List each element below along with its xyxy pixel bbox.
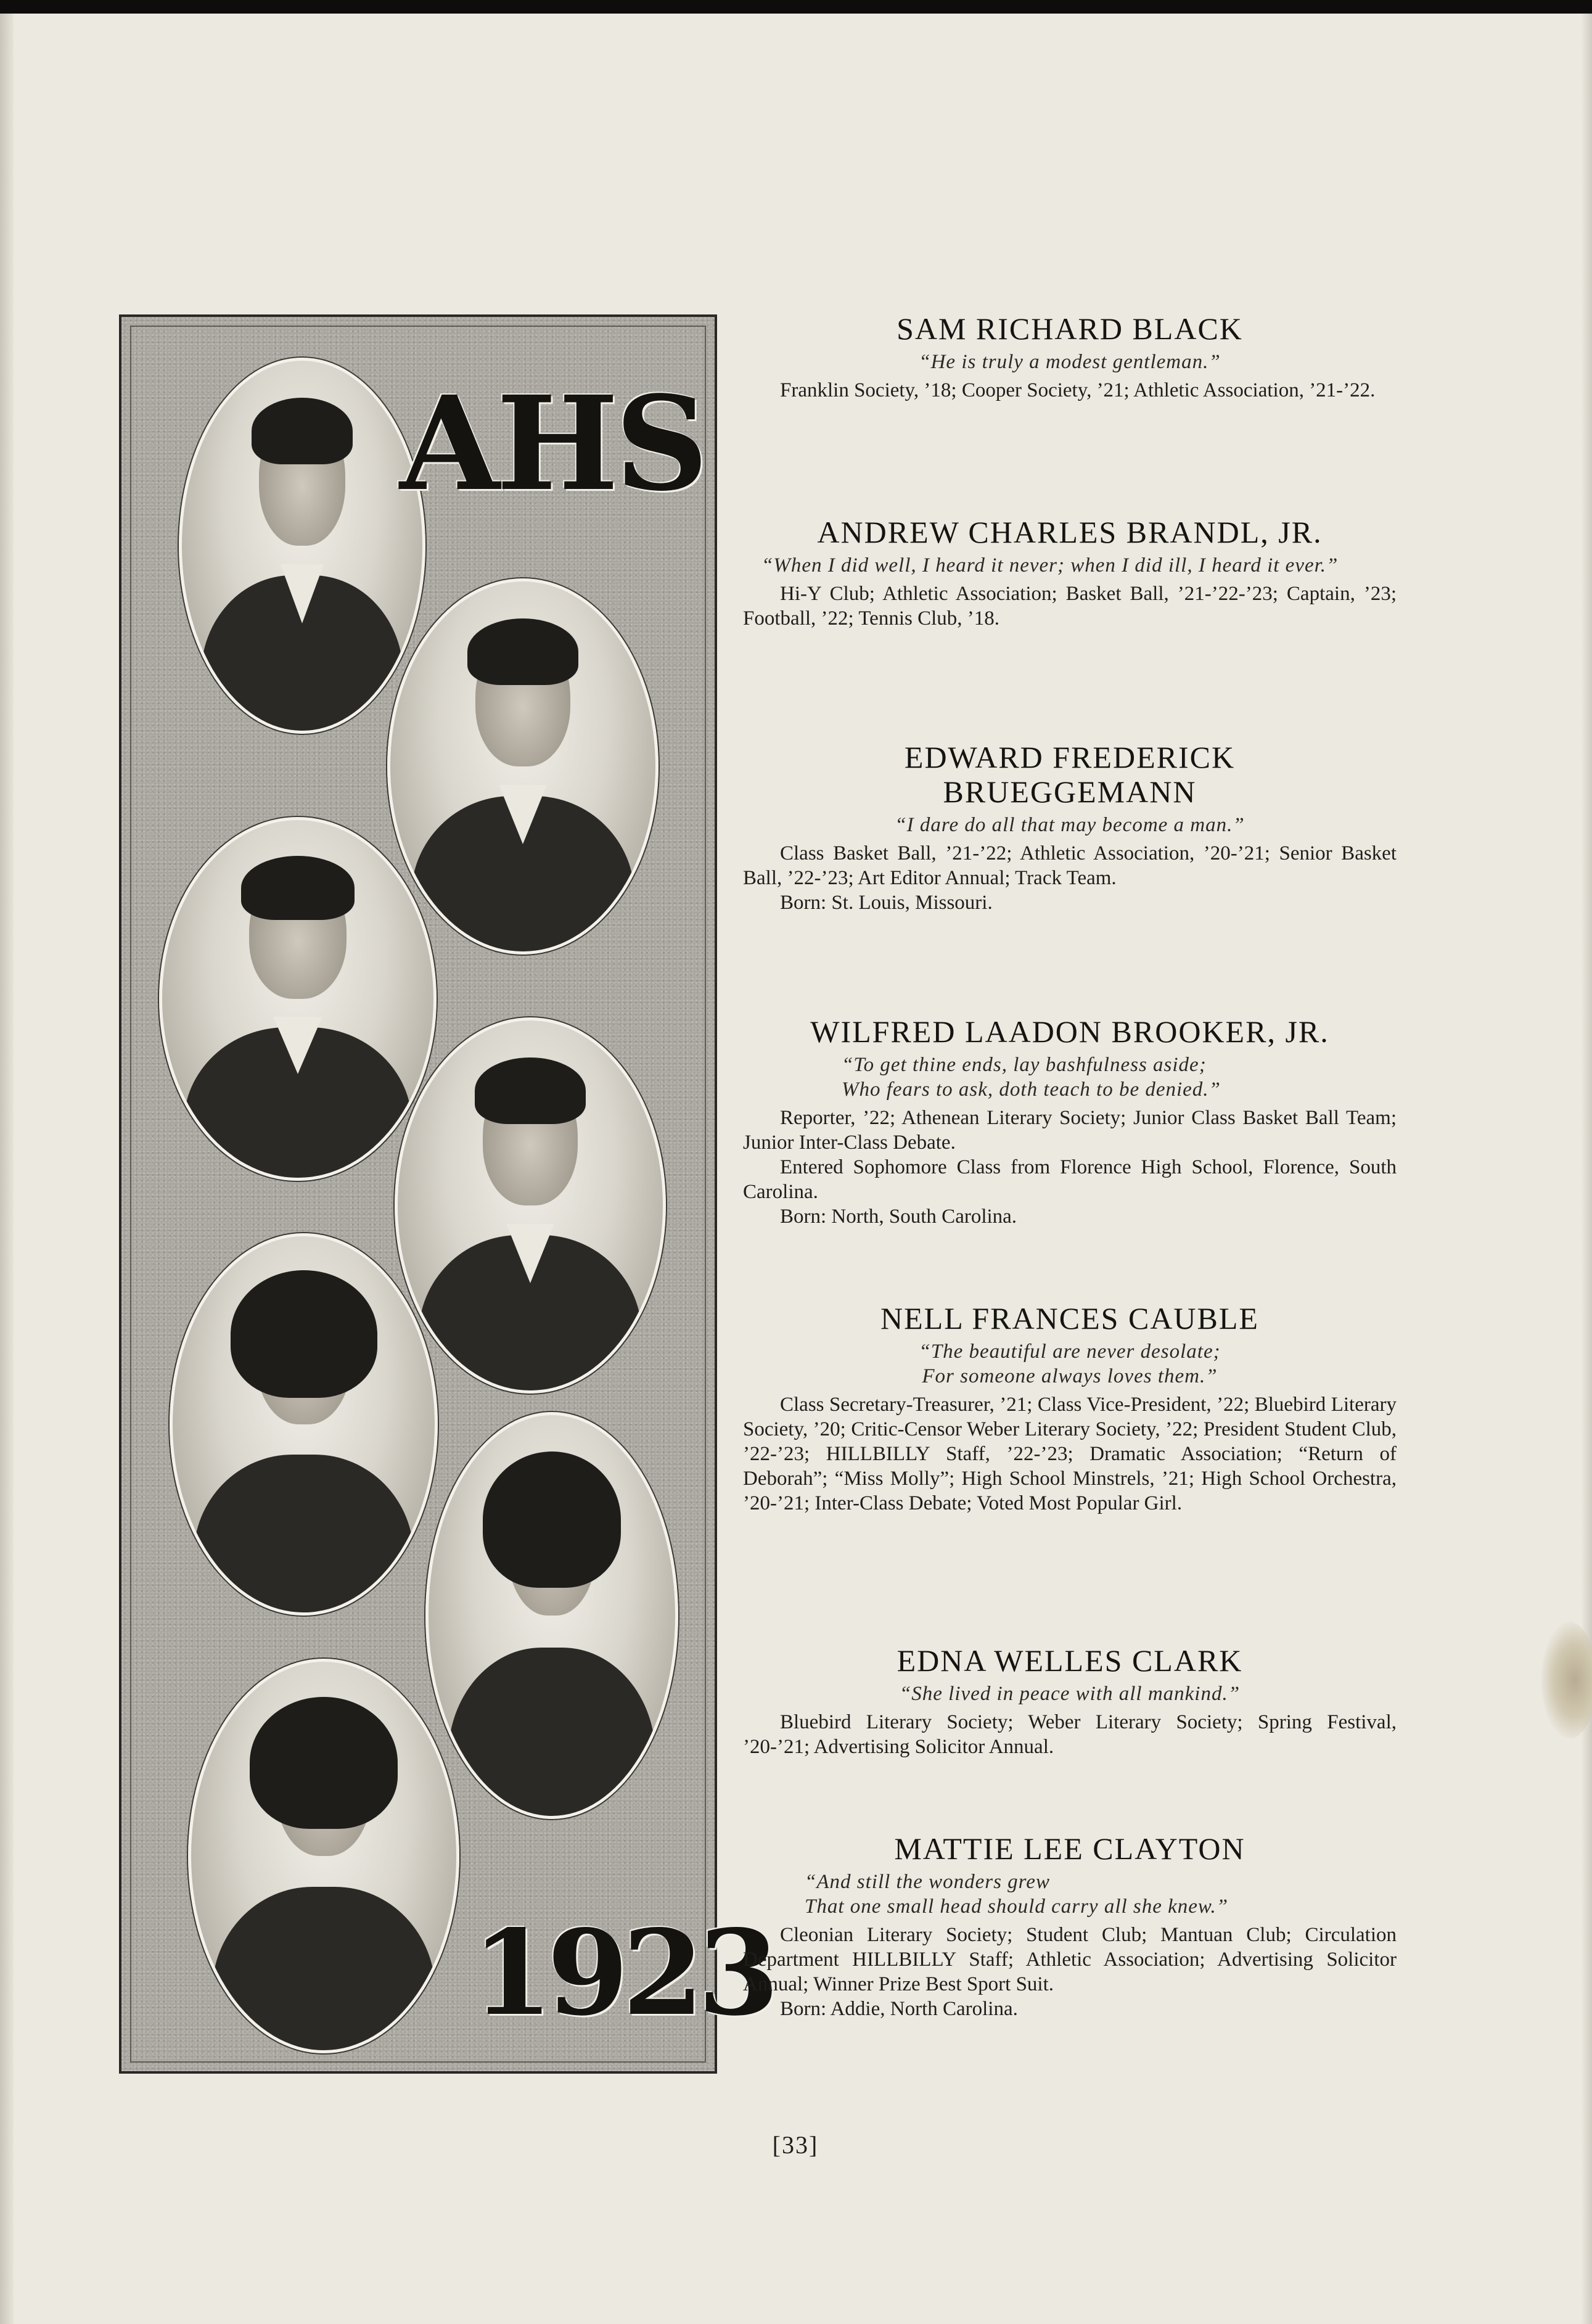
student-activities: Cleonian Literary Society; Student Club; Mantuan Club; Circulation Department HILLBILLY Staff; Athletic Association; Advertising Solicitor Annual; Winner Prize Best Sport Suit. xyxy=(743,1924,1397,1995)
portrait-sam-richard-black xyxy=(179,358,425,734)
scan-top-border xyxy=(0,0,1592,14)
entry-sam-richard-black xyxy=(743,311,1397,403)
entry-wilfred-laadon-brooker xyxy=(743,1014,1397,1229)
student-quote: “She lived in peace with all mankind.” xyxy=(899,1683,1241,1705)
student-name: MATTIE LEE CLAYTON xyxy=(894,1831,1245,1866)
entry-edward-frederick-brueggemann xyxy=(743,740,1397,915)
student-name: WILFRED LAADON BROOKER, JR. xyxy=(810,1014,1329,1049)
student-birthplace: Born: Addie, North Carolina. xyxy=(780,1998,1018,2020)
entry-mattie-lee-clayton xyxy=(743,1831,1397,2021)
student-activities: Franklin Society, ’18; Cooper Society, ’21; Athletic Association, ’21-’22. xyxy=(780,379,1376,401)
student-quote: “The beautiful are never desolate; For someone always loves them.” xyxy=(919,1341,1221,1387)
portrait-wilfred-laadon-brooker xyxy=(395,1017,666,1394)
student-activities: Class Secretary-Treasurer, ’21; Class Vice-President, ’22; Bluebird Literary Society, ’20; Critic-Censor Weber Literary Society, ’22; President Student Club, ’22-’23; HILLBILLY Staff, ’22-’23; Dramatic Association; “Return of Deborah”; “Miss Molly”; High School Minstrels, ’21; High School Orchestra, ’20-’21; Inter-Class Debate; Voted Most Popular Girl. xyxy=(743,1394,1397,1514)
page-gutter-edge xyxy=(0,14,14,2324)
student-name: EDNA WELLES CLARK xyxy=(897,1643,1243,1678)
entry-andrew-charles-brandl xyxy=(743,515,1397,631)
student-activities: Bluebird Literary Society; Weber Literary Society; Spring Festival, ’20-’21; Advertising Solicitor Annual. xyxy=(743,1711,1397,1758)
student-quote: “And still the wonders grew That one small head should carry all she knew.” xyxy=(805,1871,1229,1918)
student-quote: “When I did well, I heard it never; when I did ill, I heard it ever.” xyxy=(761,554,1339,577)
student-quote: “He is truly a modest gentleman.” xyxy=(919,351,1221,373)
page-right-edge xyxy=(1581,14,1592,2324)
student-name: NELL FRANCES CAUBLE xyxy=(880,1301,1259,1336)
portrait-edward-frederick-brueggemann xyxy=(159,817,437,1181)
portrait-nell-frances-cauble xyxy=(170,1233,438,1616)
portrait-mattie-lee-clayton xyxy=(188,1659,459,2053)
class-year: 1923 xyxy=(472,1904,773,2042)
student-transfer-note: Entered Sophomore Class from Florence High School, Florence, South Carolina. xyxy=(743,1156,1397,1203)
school-monogram: AHS xyxy=(400,367,705,520)
entry-edna-welles-clark xyxy=(743,1643,1397,1759)
student-activities: Class Basket Ball, ’21-’22; Athletic Association, ’20-’21; Senior Basket Ball, ’22-’23; Art Editor Annual; Track Team. xyxy=(743,842,1397,889)
student-name: EDWARD FREDERICK BRUEGGEMANN xyxy=(904,740,1236,809)
student-name: SAM RICHARD BLACK xyxy=(897,311,1243,346)
student-birthplace: Born: St. Louis, Missouri. xyxy=(780,892,993,914)
student-activities: Hi-Y Club; Athletic Association; Basket Ball, ’21-’22-’23; Captain, ’23; Football, ’22; Tennis Club, ’18. xyxy=(743,583,1397,630)
page-number: [33] xyxy=(772,2131,819,2159)
student-quote: “I dare do all that may become a man.” xyxy=(895,814,1245,836)
portrait-andrew-charles-brandl xyxy=(387,578,659,955)
student-birthplace: Born: North, South Carolina. xyxy=(780,1205,1017,1228)
paper-stain xyxy=(1541,1622,1592,1739)
student-activities: Reporter, ’22; Athenean Literary Society; Junior Class Basket Ball Team; Junior Inter-Class Debate. xyxy=(743,1107,1397,1154)
student-name: ANDREW CHARLES BRANDL, JR. xyxy=(817,515,1323,549)
student-quote: “To get thine ends, lay bashfulness aside; Who fears to ask, doth teach to be denied.” xyxy=(842,1054,1221,1101)
entry-nell-frances-cauble xyxy=(743,1301,1397,1516)
portrait-edna-welles-clark xyxy=(425,1412,678,1819)
